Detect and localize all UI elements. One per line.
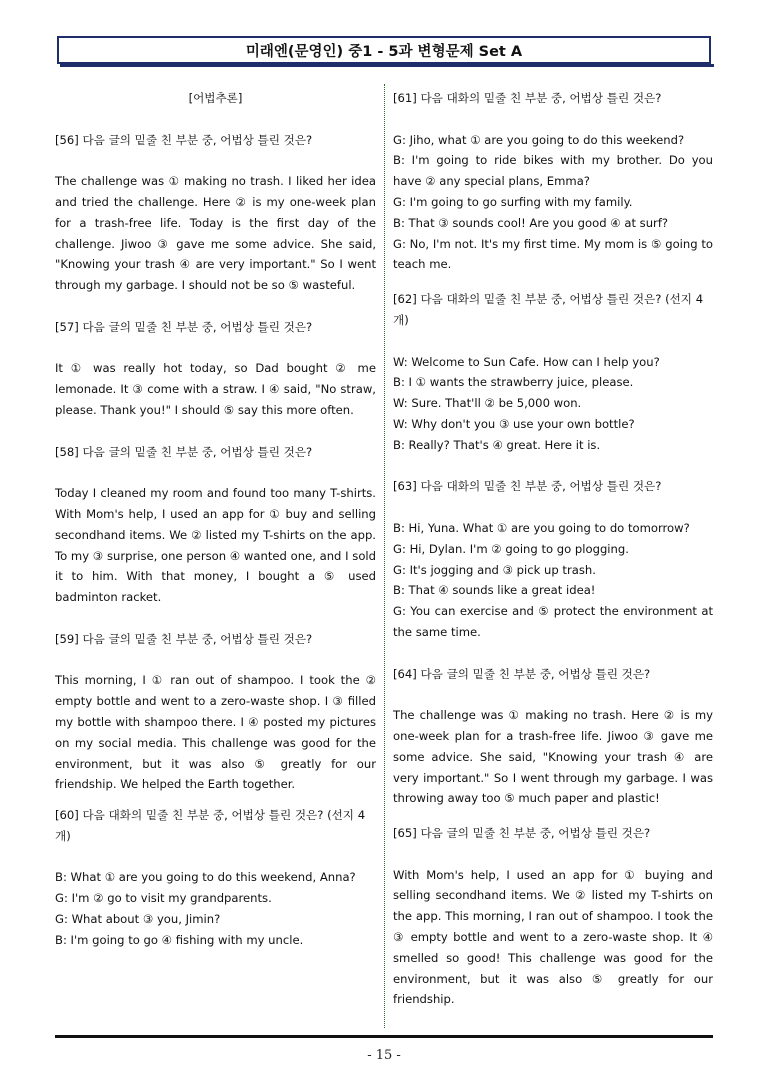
dialogue-line: B: I ① wants the strawberry juice, please. bbox=[393, 375, 634, 390]
dialogue-line: G: It's jogging and ③ pick up trash. bbox=[393, 562, 596, 577]
section-label: [어법추론] bbox=[188, 91, 243, 105]
passage-58: Today I cleaned my room and found too many T-shirts. With Mom's help, I used an app for ① buy and selling secondhand items. We ② listed my T-shirts on the app. To my ③ surprise, one person ④ wanted one, and I sold it to him. With that money, I bought a ⑤ used badminton racket. bbox=[55, 486, 376, 605]
dialogue-line: B: What ① are you going to do this weekend, Anna? bbox=[55, 870, 356, 885]
question-59: [59] 다음 글의 밑줄 친 부분 중, 어법상 틀린 것은? bbox=[55, 631, 313, 646]
passage-65: With Mom's help, I used an app for ① buying and selling secondhand items. We ② listed my T-shirts on the app. This morning, I ran out of shampoo. I took the ③ empty bottle and went to a zero-waste shop. It ④ smelled so good! This challenge was good for the environment, but it was also ⑤ greatly for our friendship. bbox=[393, 867, 713, 1007]
dialogue-line: B: I'm going to ride bikes with my brother. Do you have ② any special plans, Emma? bbox=[393, 153, 713, 189]
passage-59: This morning, I ① ran out of shampoo. I took the ② empty bottle and went to a zero-waste shop. I ③ filled my bottle with shampoo there. I ④ posted my pictures on my social media. This challenge was good for the environment, but it was also ⑤ greatly for our friendship. We helped the Earth together. bbox=[55, 673, 376, 792]
dialogue-line: G: Hi, Dylan. I'm ② going to go plogging. bbox=[393, 541, 629, 556]
right-column bbox=[393, 88, 713, 1031]
page-title: 미래엔(문영인) 중1 - 5과 변형문제 Set A bbox=[57, 36, 711, 64]
dialogue-line: B: Really? That's ④ great. Here it is. bbox=[393, 437, 601, 452]
dialogue-line: B: That ③ sounds cool! Are you good ④ at surf? bbox=[393, 215, 669, 230]
dialogue-line: G: No, I'm not. It's my first time. My mom is ⑤ going to teach me. bbox=[393, 236, 713, 272]
dialogue-line: B: That ④ sounds like a great idea! bbox=[393, 583, 596, 598]
question-56: [56] 다음 글의 밑줄 친 부분 중, 어법상 틀린 것은? bbox=[55, 132, 313, 147]
left-column bbox=[55, 88, 376, 971]
passage-64: The challenge was ① making no trash. Here ② is my one-week plan for a trash-free life. Jiwoo ③ gave me some advice. She said, "Knowing your trash ④ are very important." So I went through my garbage. I was throwing away too ⑤ much paper and plastic! bbox=[393, 708, 713, 806]
question-58: [58] 다음 글의 밑줄 친 부분 중, 어법상 틀린 것은? bbox=[55, 444, 313, 459]
dialogue-62 bbox=[393, 352, 713, 456]
dialogue-63 bbox=[393, 518, 713, 643]
dialogue-line: B: Hi, Yuna. What ① are you going to do tomorrow? bbox=[393, 520, 690, 535]
dialogue-61 bbox=[393, 130, 713, 276]
question-65: [65] 다음 글의 밑줄 친 부분 중, 어법상 틀린 것은? bbox=[393, 826, 651, 841]
question-62: [62] 다음 대화의 밑줄 친 부분 중, 어법상 틀린 것은? (선지 4개) bbox=[393, 292, 704, 327]
dialogue-line: G: I'm ② go to visit my grandparents. bbox=[55, 891, 272, 906]
question-64: [64] 다음 글의 밑줄 친 부분 중, 어법상 틀린 것은? bbox=[393, 666, 651, 681]
dialogue-line: G: Jiho, what ① are you going to do this weekend? bbox=[393, 132, 685, 147]
passage-56: The challenge was ① making no trash. I liked her idea and tried the challenge. Here ② is my one-week plan for a trash-free life. Today is the first day of the challenge. Jiwoo ③ gave me some advice. She said, "Knowing your trash ④ are very important." So I went through my garbage. I should not be so ⑤ wasteful. bbox=[55, 174, 376, 293]
footer-rule bbox=[55, 1035, 713, 1038]
question-57: [57] 다음 글의 밑줄 친 부분 중, 어법상 틀린 것은? bbox=[55, 319, 313, 334]
dialogue-line: W: Sure. That'll ② be 5,000 won. bbox=[393, 396, 582, 411]
question-61: [61] 다음 대화의 밑줄 친 부분 중, 어법상 틀린 것은? bbox=[393, 91, 662, 105]
dialogue-line: W: Why don't you ③ use your own bottle? bbox=[393, 416, 635, 431]
dialogue-line: G: I'm going to go surfing with my family. bbox=[393, 194, 633, 209]
dialogue-60 bbox=[55, 867, 376, 950]
dialogue-line: G: What about ③ you, Jimin? bbox=[55, 912, 221, 927]
title-shadow-bar bbox=[60, 64, 714, 67]
page-number: - 15 - bbox=[367, 1048, 401, 1063]
dialogue-line: W: Welcome to Sun Cafe. How can I help you? bbox=[393, 354, 660, 369]
dialogue-line: G: You can exercise and ⑤ protect the environment at the same time. bbox=[393, 604, 713, 639]
question-60: [60] 다음 대화의 밑줄 친 부분 중, 어법상 틀린 것은? (선지 4개) bbox=[55, 808, 366, 843]
column-divider bbox=[384, 84, 385, 1028]
question-63: [63] 다음 대화의 밑줄 친 부분 중, 어법상 틀린 것은? bbox=[393, 479, 662, 494]
dialogue-line: B: I'm going to go ④ fishing with my uncle. bbox=[55, 932, 304, 947]
passage-57: It ① was really hot today, so Dad bought ② me lemonade. It ③ come with a straw. I ④ said, "No straw, please. Thank you!" I should ⑤ say this more often. bbox=[55, 361, 376, 417]
